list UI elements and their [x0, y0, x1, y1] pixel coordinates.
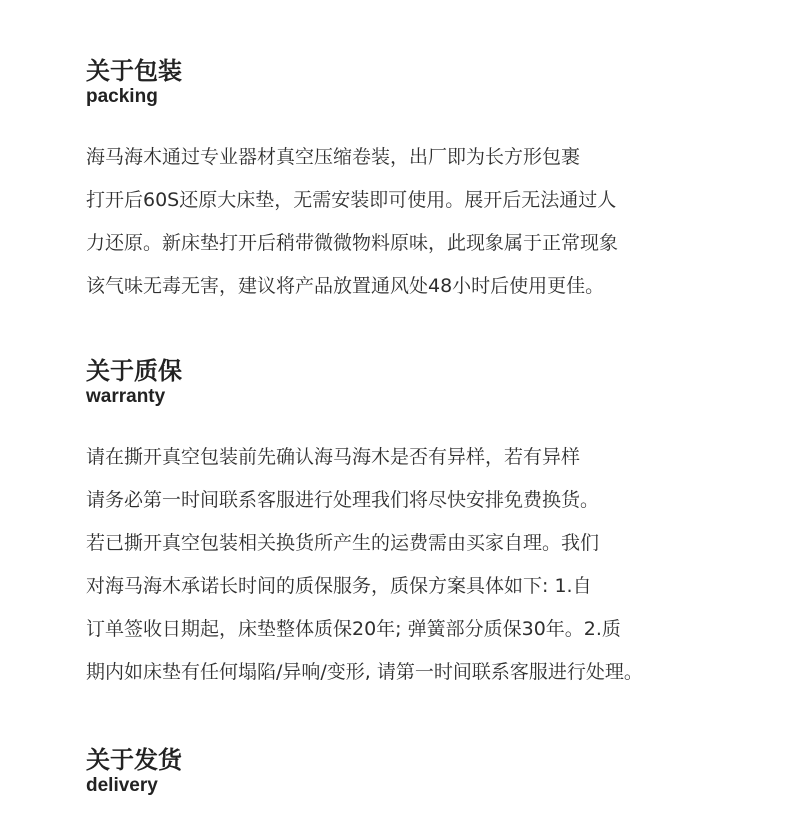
packing-subtitle: packing	[86, 86, 158, 107]
delivery-section	[86, 745, 746, 797]
warranty-line: 对海马海木承诺长时间的质保服务，质保方案具体如下: 1.自	[86, 575, 592, 597]
warranty-line: 若已撕开真空包装相关换货所产生的运费需由买家自理。我们	[86, 532, 600, 554]
warranty-section	[86, 356, 746, 683]
warranty-line: 订单签收日期起，床垫整体质保20年; 弹簧部分质保30年。2.质	[86, 618, 621, 640]
packing-line: 海马海木通过专业器材真空压缩卷装，出厂即为长方形包裹	[86, 146, 581, 168]
warranty-text	[86, 436, 766, 694]
packing-title: 关于包装	[86, 57, 182, 85]
delivery-subtitle: delivery	[86, 775, 158, 796]
warranty-line: 请在撕开真空包装前先确认海马海木是否有异样，若有异样	[86, 446, 581, 468]
packing-line: 该气味无毒无害，建议将产品放置通风处48小时后使用更佳。	[86, 275, 605, 297]
warranty-title: 关于质保	[86, 357, 182, 385]
warranty-subtitle: warranty	[86, 386, 166, 407]
packing-line: 打开后60S还原大床垫，无需安装即可使用。展开后无法通过人	[86, 189, 617, 211]
packing-line: 力还原。新床垫打开后稍带微微物料原味，此现象属于正常现象	[86, 232, 619, 254]
packing-section	[86, 56, 746, 297]
packing-text	[86, 136, 766, 308]
warranty-line: 请务必第一时间联系客服进行处理我们将尽快安排免费换货。	[86, 489, 600, 511]
delivery-title: 关于发货	[86, 746, 182, 774]
warranty-line: 期内如床垫有任何塌陷/异响/变形, 请第一时间联系客服进行处理。	[86, 661, 643, 683]
